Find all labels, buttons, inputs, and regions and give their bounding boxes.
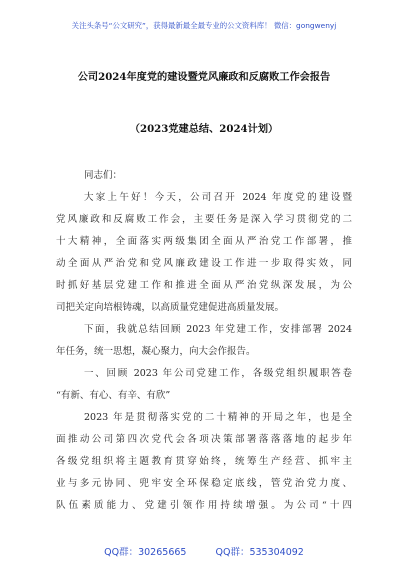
body-line: 大家上午好！今天，公司召开 2024 年度党的建设暨: [84, 192, 352, 203]
body-line: 党风廉政和反腐败工作会，主要任务是深入学习贯彻党的二: [56, 214, 352, 225]
section-heading-line: 一、回顾 2023 年公司党建工作，各级党组织履职答卷: [84, 368, 352, 379]
section-heading-line: “有新、有心、有辛、有欣”: [56, 390, 171, 401]
body-line: 各级党组织将主题教育贯穿始终，统筹生产经营、抓牢主: [56, 456, 352, 467]
body-line: 业与多元协同、兜牢安全环保稳定底线，管党治党力度、: [56, 478, 352, 489]
body-line: 下面，我就总结回顾 2023 年党建工作，安排部署 2024: [84, 324, 352, 335]
document-title: 公司2024年度党的建设暨党风廉政和反腐败工作会报告: [77, 71, 331, 83]
body-line: 队伍素质能力、党建引领作用持续增强。为公司“十四: [56, 500, 352, 511]
body-line: 面推动公司第四次党代会各项决策部署落落落地的起步年: [56, 434, 352, 445]
salutation: 同志们：: [84, 170, 123, 181]
body-line: 动全面从严治党和党风廉政建设工作进一步取得实效，同: [56, 258, 352, 269]
body-line: 十大精神，全面落实两级集团全面从严治党工作部署，推: [56, 236, 352, 247]
body-line: 时抓好基层党建工作和推进全面从严治党纵深发展，为公: [56, 280, 352, 291]
body-line: 年任务，统一思想，凝心聚力，向大会作报告。: [56, 346, 256, 357]
body-line: 2023 年是贯彻落实党的二十精神的开局之年，也是全: [84, 412, 352, 423]
document-subtitle: （2023党建总结、2024计划）: [129, 123, 279, 135]
top-banner: 关注头条号“公文研究”，获得最新最全最专业的公文资料库！ 微信：gongwenyj: [71, 21, 337, 30]
footer-qq-group-1: QQ群：30265665: [104, 547, 187, 558]
body-line: 司把关定向培根铸魂，以高质量党建促进高质量发展。: [56, 302, 285, 313]
footer-qq-group-2: QQ群：535304092: [215, 547, 304, 558]
footer-contact: [0, 544, 408, 558]
